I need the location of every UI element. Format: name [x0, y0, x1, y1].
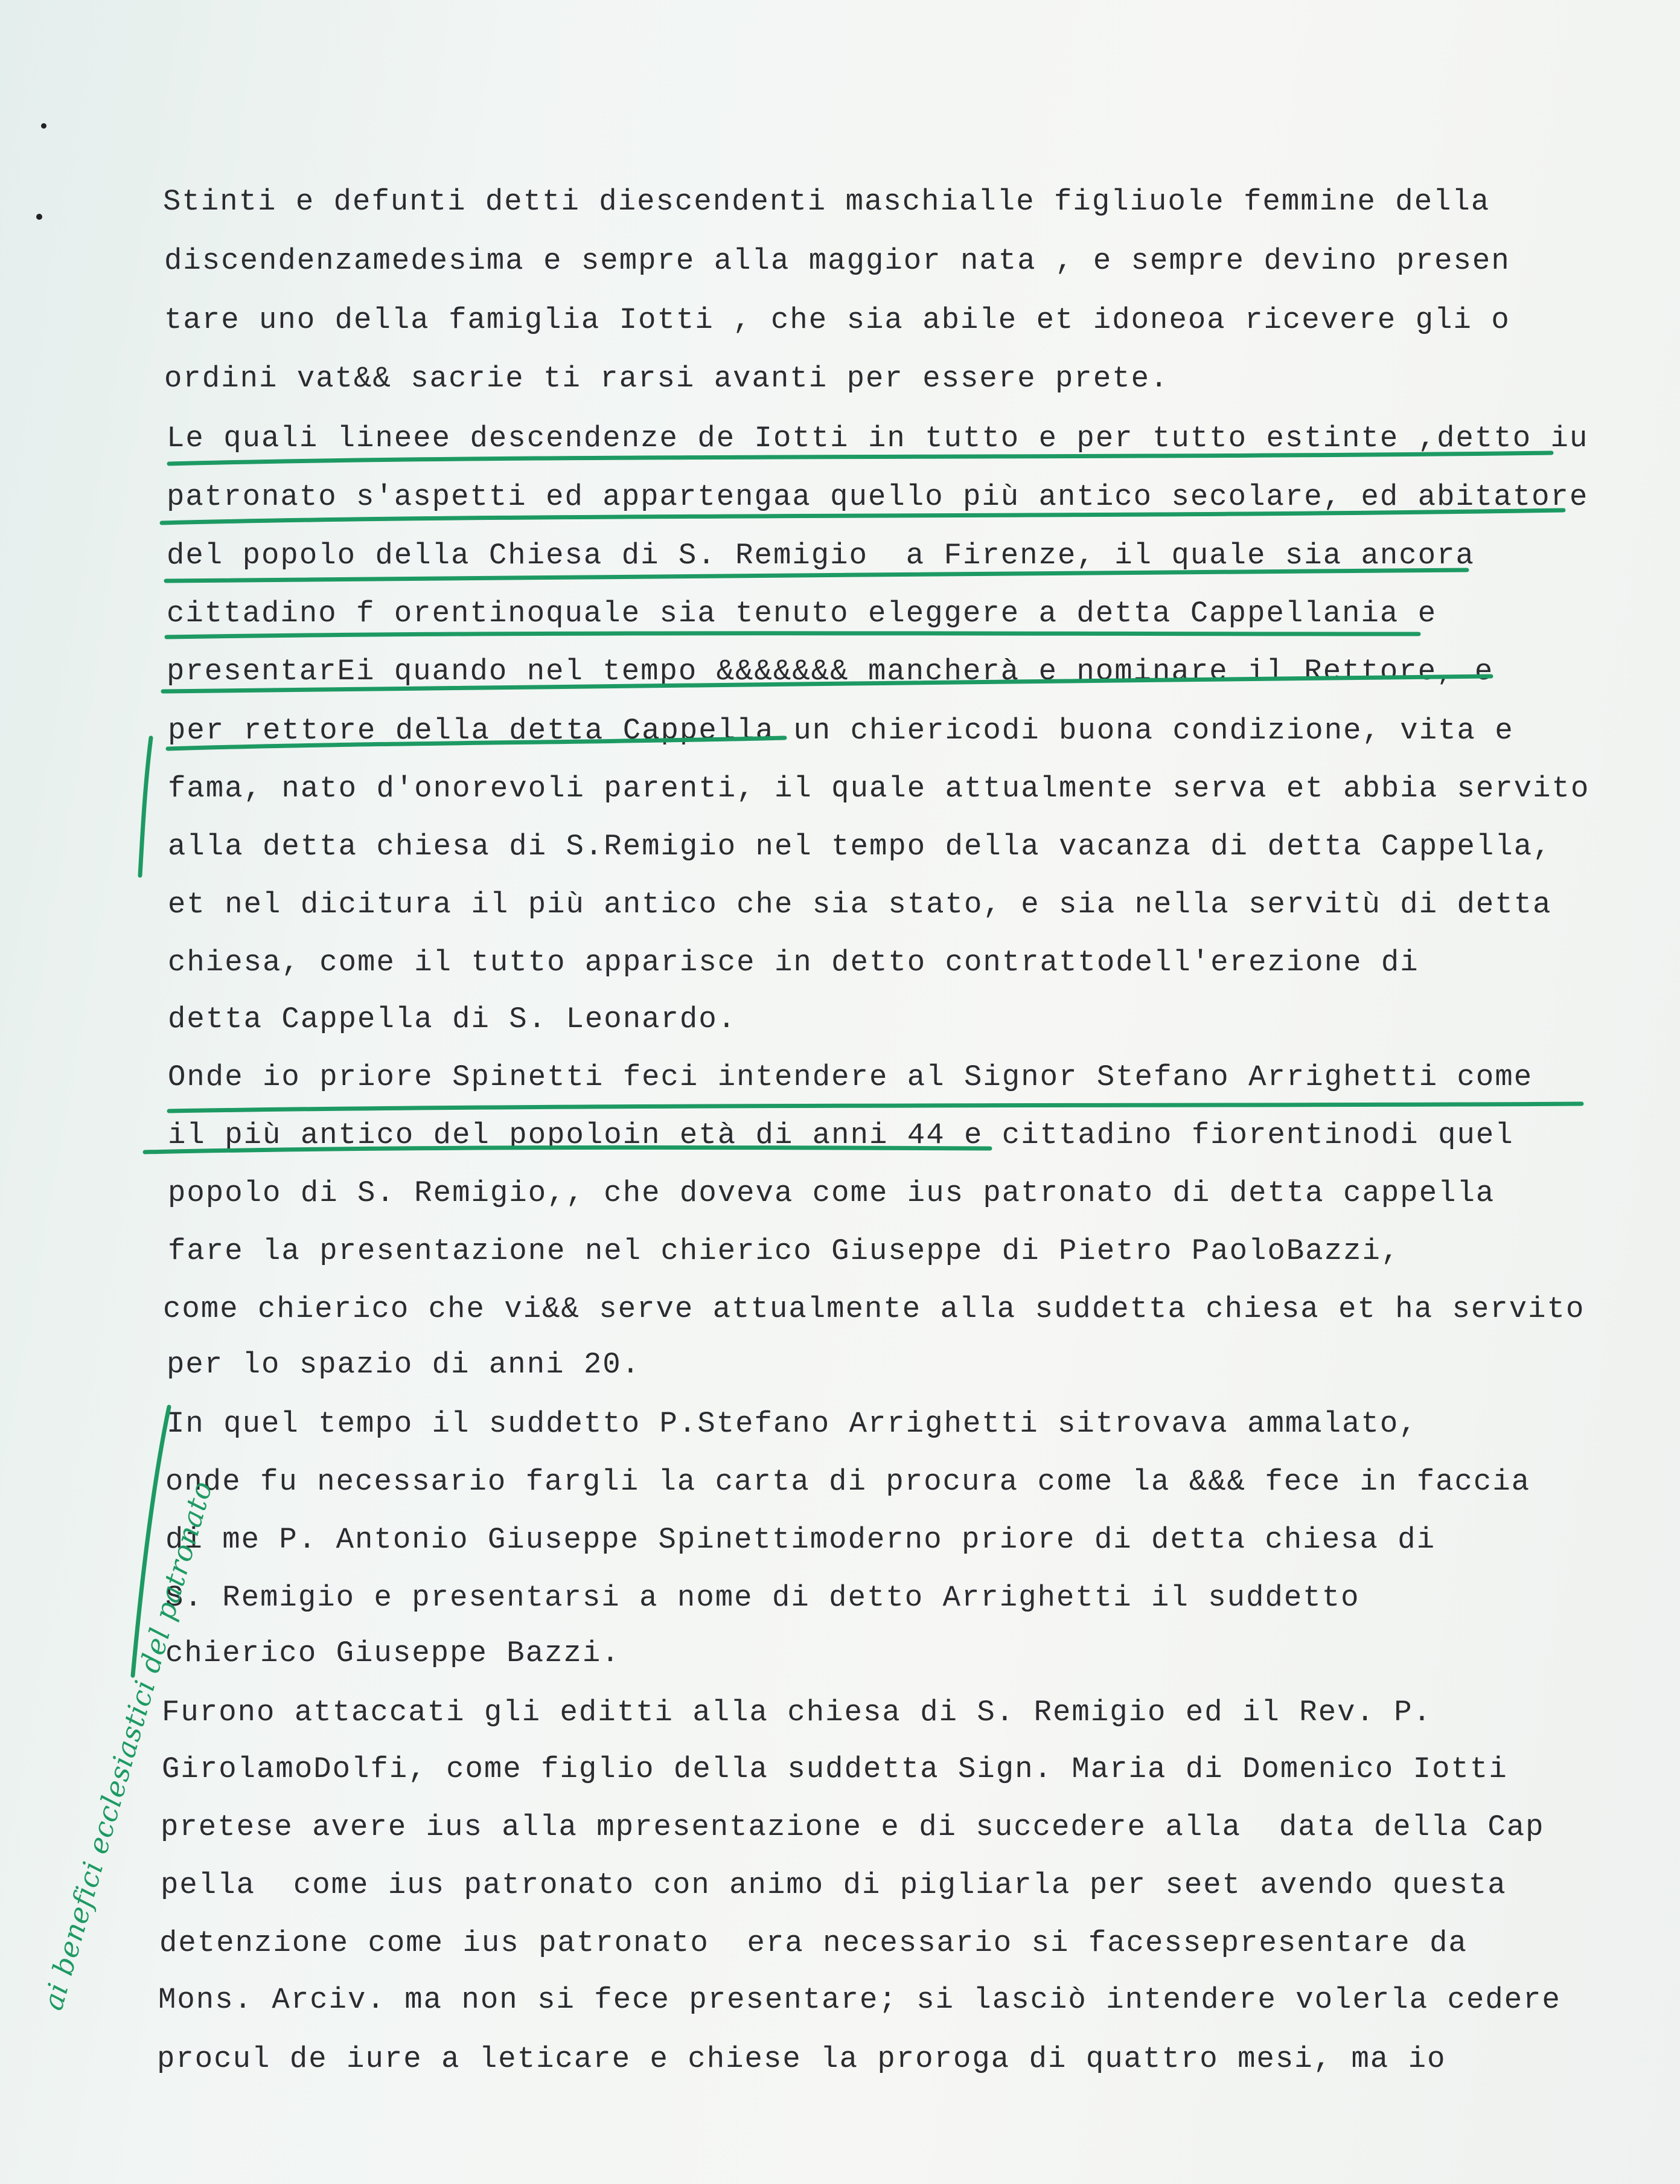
- text-line-31: detenzione come ius patronato era necessario si facessepresentare da: [159, 1926, 1468, 1960]
- underline-4: [167, 633, 1419, 637]
- handwritten-margin-note: ai benefici ecclesiastici del patronato: [36, 1477, 219, 2014]
- text-line-15: detta Cappella di S. Leonardo.: [168, 1002, 737, 1036]
- margin-dot-lower: [36, 214, 42, 220]
- text-line-24: di me P. Antonio Giuseppe Spinettimoderno priore di detta chiesa di: [165, 1523, 1436, 1557]
- text-line-28: GirolamoDolfi, come figlio della suddetta Sign. Maria di Domenico Iotti: [162, 1752, 1508, 1786]
- text-line-9: presentarEi quando nel tempo &&&&&&& mancherà e nominare il Rettore, e: [167, 655, 1494, 688]
- text-line-5: Le quali lineee descendenze de Iotti in tutto e per tutto estinte ,detto iu: [167, 421, 1589, 455]
- text-line-14: chiesa, come il tutto apparisce in detto contrattodell'erezione di: [168, 946, 1419, 979]
- text-line-21: per lo spazio di anni 20.: [167, 1348, 641, 1382]
- text-line-10: per rettore della detta Cappella un chiericodi buona condizione, vita e: [168, 714, 1514, 748]
- text-line-29: pretese avere ius alla mpresentazione e di succedere alla data della Cap: [161, 1810, 1545, 1844]
- text-line-8: cittadino f orentinoquale sia tenuto eleggere a detta Cappellania e: [167, 597, 1437, 630]
- text-line-2: discendenzamedesima e sempre alla maggior nata , e sempre devino presen: [164, 244, 1510, 278]
- text-line-30: pella come ius patronato con animo di pigliarla per seet avendo questa: [161, 1868, 1507, 1902]
- text-line-12: alla detta chiesa di S.Remigio nel tempo della vacanza di detta Cappella,: [168, 830, 1552, 863]
- margin-dot-top: [41, 123, 46, 129]
- text-line-27: Furono attaccati gli editti alla chiesa di S. Remigio ed il Rev. P.: [162, 1696, 1432, 1729]
- text-line-4: ordini vat&& sacrie ti rarsi avanti per essere prete.: [164, 362, 1169, 395]
- margin-bar-1: [140, 738, 151, 876]
- text-line-6: patronato s'aspetti ed appartengaa quello più antico secolare, ed abitatore: [167, 480, 1589, 514]
- text-line-7: del popolo della Chiesa di S. Remigio a Firenze, il quale sia ancora: [167, 539, 1475, 572]
- text-line-3: tare uno della famiglia Iotti , che sia abile et idoneoa ricevere gli o: [164, 303, 1510, 337]
- text-line-32: Mons. Arciv. ma non si fece presentare; si lasciò intendere volerla cedere: [158, 1983, 1561, 2017]
- text-line-20: come chierico che vi&& serve attualmente alla suddetta chiesa et ha servito: [163, 1292, 1585, 1326]
- text-line-26: chierico Giuseppe Bazzi.: [165, 1636, 621, 1670]
- text-line-19: fare la presentazione nel chierico Giuseppe di Pietro PaoloBazzi,: [168, 1234, 1401, 1268]
- text-line-17: il più antico del popoloin età di anni 44 e cittadino fiorentinodi quel: [168, 1118, 1514, 1152]
- text-line-16: Onde io priore Spinetti feci intendere al Signor Stefano Arrighetti come: [168, 1060, 1533, 1094]
- text-line-18: popolo di S. Remigio,, che doveva come ius patronato di detta cappella: [168, 1176, 1495, 1210]
- text-line-22: In quel tempo il suddetto P.Stefano Arrighetti sitrovava ammalato,: [167, 1407, 1418, 1441]
- text-line-1: Stinti e defunti detti diescendenti maschialle figliuole femmine della: [163, 185, 1490, 219]
- text-line-11: fama, nato d'onorevoli parenti, il quale attualmente serva et abbia servito: [168, 772, 1590, 805]
- text-line-25: S. Remigio e presentarsi a nome di detto Arrighetti il suddetto: [165, 1581, 1360, 1615]
- text-line-13: et nel dicitura il più antico che sia stato, e sia nella servitù di detta: [168, 888, 1552, 921]
- text-line-33: procul de iure a leticare e chiese la proroga di quattro mesi, ma io: [157, 2042, 1446, 2076]
- text-line-23: onde fu necessario fargli la carta di procura come la &&& fece in faccia: [165, 1465, 1531, 1499]
- underline-7: [169, 1104, 1582, 1111]
